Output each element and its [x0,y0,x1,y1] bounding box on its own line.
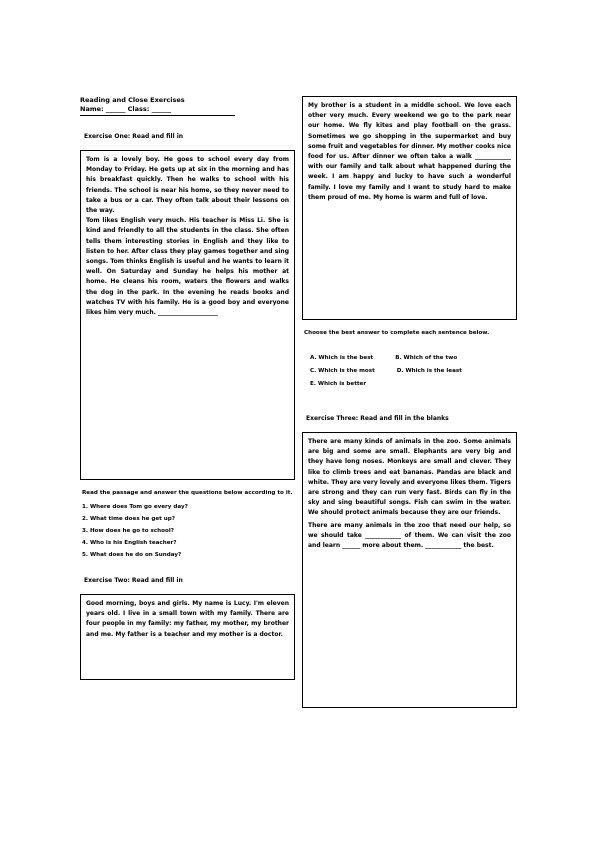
option-item: A. Which is the best [310,355,374,361]
question-item: 4. Who is his English teacher? [82,540,177,546]
option-row [310,378,517,391]
question-list [82,501,295,561]
choice-options [310,352,517,391]
option-item: E. Which is better [310,381,367,387]
section-title-two: Exercise Two: Read and fill in [84,577,183,584]
question-item: 3. How does he go to school? [82,528,174,534]
option-item: C. Which is the most [310,368,375,374]
title-underline [80,115,235,119]
passage-box-three [302,432,517,708]
right-column [302,96,517,708]
option-item: D. Which is the least [396,368,462,374]
section-title-one: Exercise One: Read and fill in [84,133,184,140]
passage-three-paragraph: There are many kinds of animals in the zoo. Some animals are big and some are small. Elephants are very big and they have long noses. Monkeys are small and clever. They like to climb trees and eat bananas. Pandas are black and white. They are very lovely and everyone likes them. Tigers are strong and they can run very fast. Birds can fly in the sky and sing beautiful songs. Fish can swim in the water. We should protect animals because they are our friends. [308,438,511,517]
option-row [310,352,517,365]
question-item: 1. Where does Tom go every day? [82,504,188,510]
question-item: 2. What time does he get up? [82,516,175,522]
passage-continued-text: My brother is a student in a middle school. We love each other very much. Every weekend we go to the park near our home. We fly kites and play football on the grass. Sometimes we go shopping in the supermarket and buy some fruit and vegetables for dinner. My mother cooks nice food for us. After dinner we often take a walk ____________ with our family and talk about what happened during the week. I am happy and lucky to have such a wonderful family. I love my family and I want to study hard to make them proud of me. My home is warm and full of love. [308,102,511,201]
passage-box-two [80,594,295,680]
passage-one-paragraph: Tom likes English very much. His teacher is Miss Li. She is kind and friendly to all the students in the class. She often tells them interesting stories in English and they like to listen to her. After class they play games together and sing songs. Tom thinks English is useful and he wants to learn it well. On Saturday and Sunday he helps his mother at home. He cleans his room, waters the flowers and walks the dog in the park. In the evening he reads books and watches TV with his family. He is a good boy and everyone likes him very much. ____________________ [86,217,289,317]
choice-instruction: Choose the best answer to complete each sentence below. [304,330,490,336]
option-item: B. Which of the two [395,355,458,361]
passage-box-one [80,150,295,480]
passage-one-paragraph: Tom is a lovely boy. He goes to school every day from Monday to Friday. He gets up at six in the morning and has his breakfast quickly. Then he walks to school with his friends. The school is near his home, so they never need to take a bus or a car. They often talk about their lessons on the way. [86,156,289,215]
worksheet-subtitle: Name: ______ Class: ______ [80,105,172,113]
left-column [80,96,295,680]
passage-three-paragraph: There are many animals in the zoo that need our help, so we should take ____________ of them. We can visit the zoo and learn ______ more about them. ____________ the best. [308,521,511,550]
section-title-three: Exercise Three: Read and fill in the blanks [306,415,449,422]
passage-box-continued [302,96,517,320]
option-row [310,365,517,378]
passage-two-text: Good morning, boys and girls. My name is Lucy. I'm eleven years old. I live in a small town with my family. There are four people in my family: my father, my mother, my brother and me. My father is a teacher and my mother is a doctor. [86,600,289,638]
worksheet-title: Reading and Close Exercises [80,96,185,104]
questions-instruction: Read the passage and answer the questions below according to it. [82,490,293,496]
question-item: 5. What does he do on Sunday? [82,552,182,558]
